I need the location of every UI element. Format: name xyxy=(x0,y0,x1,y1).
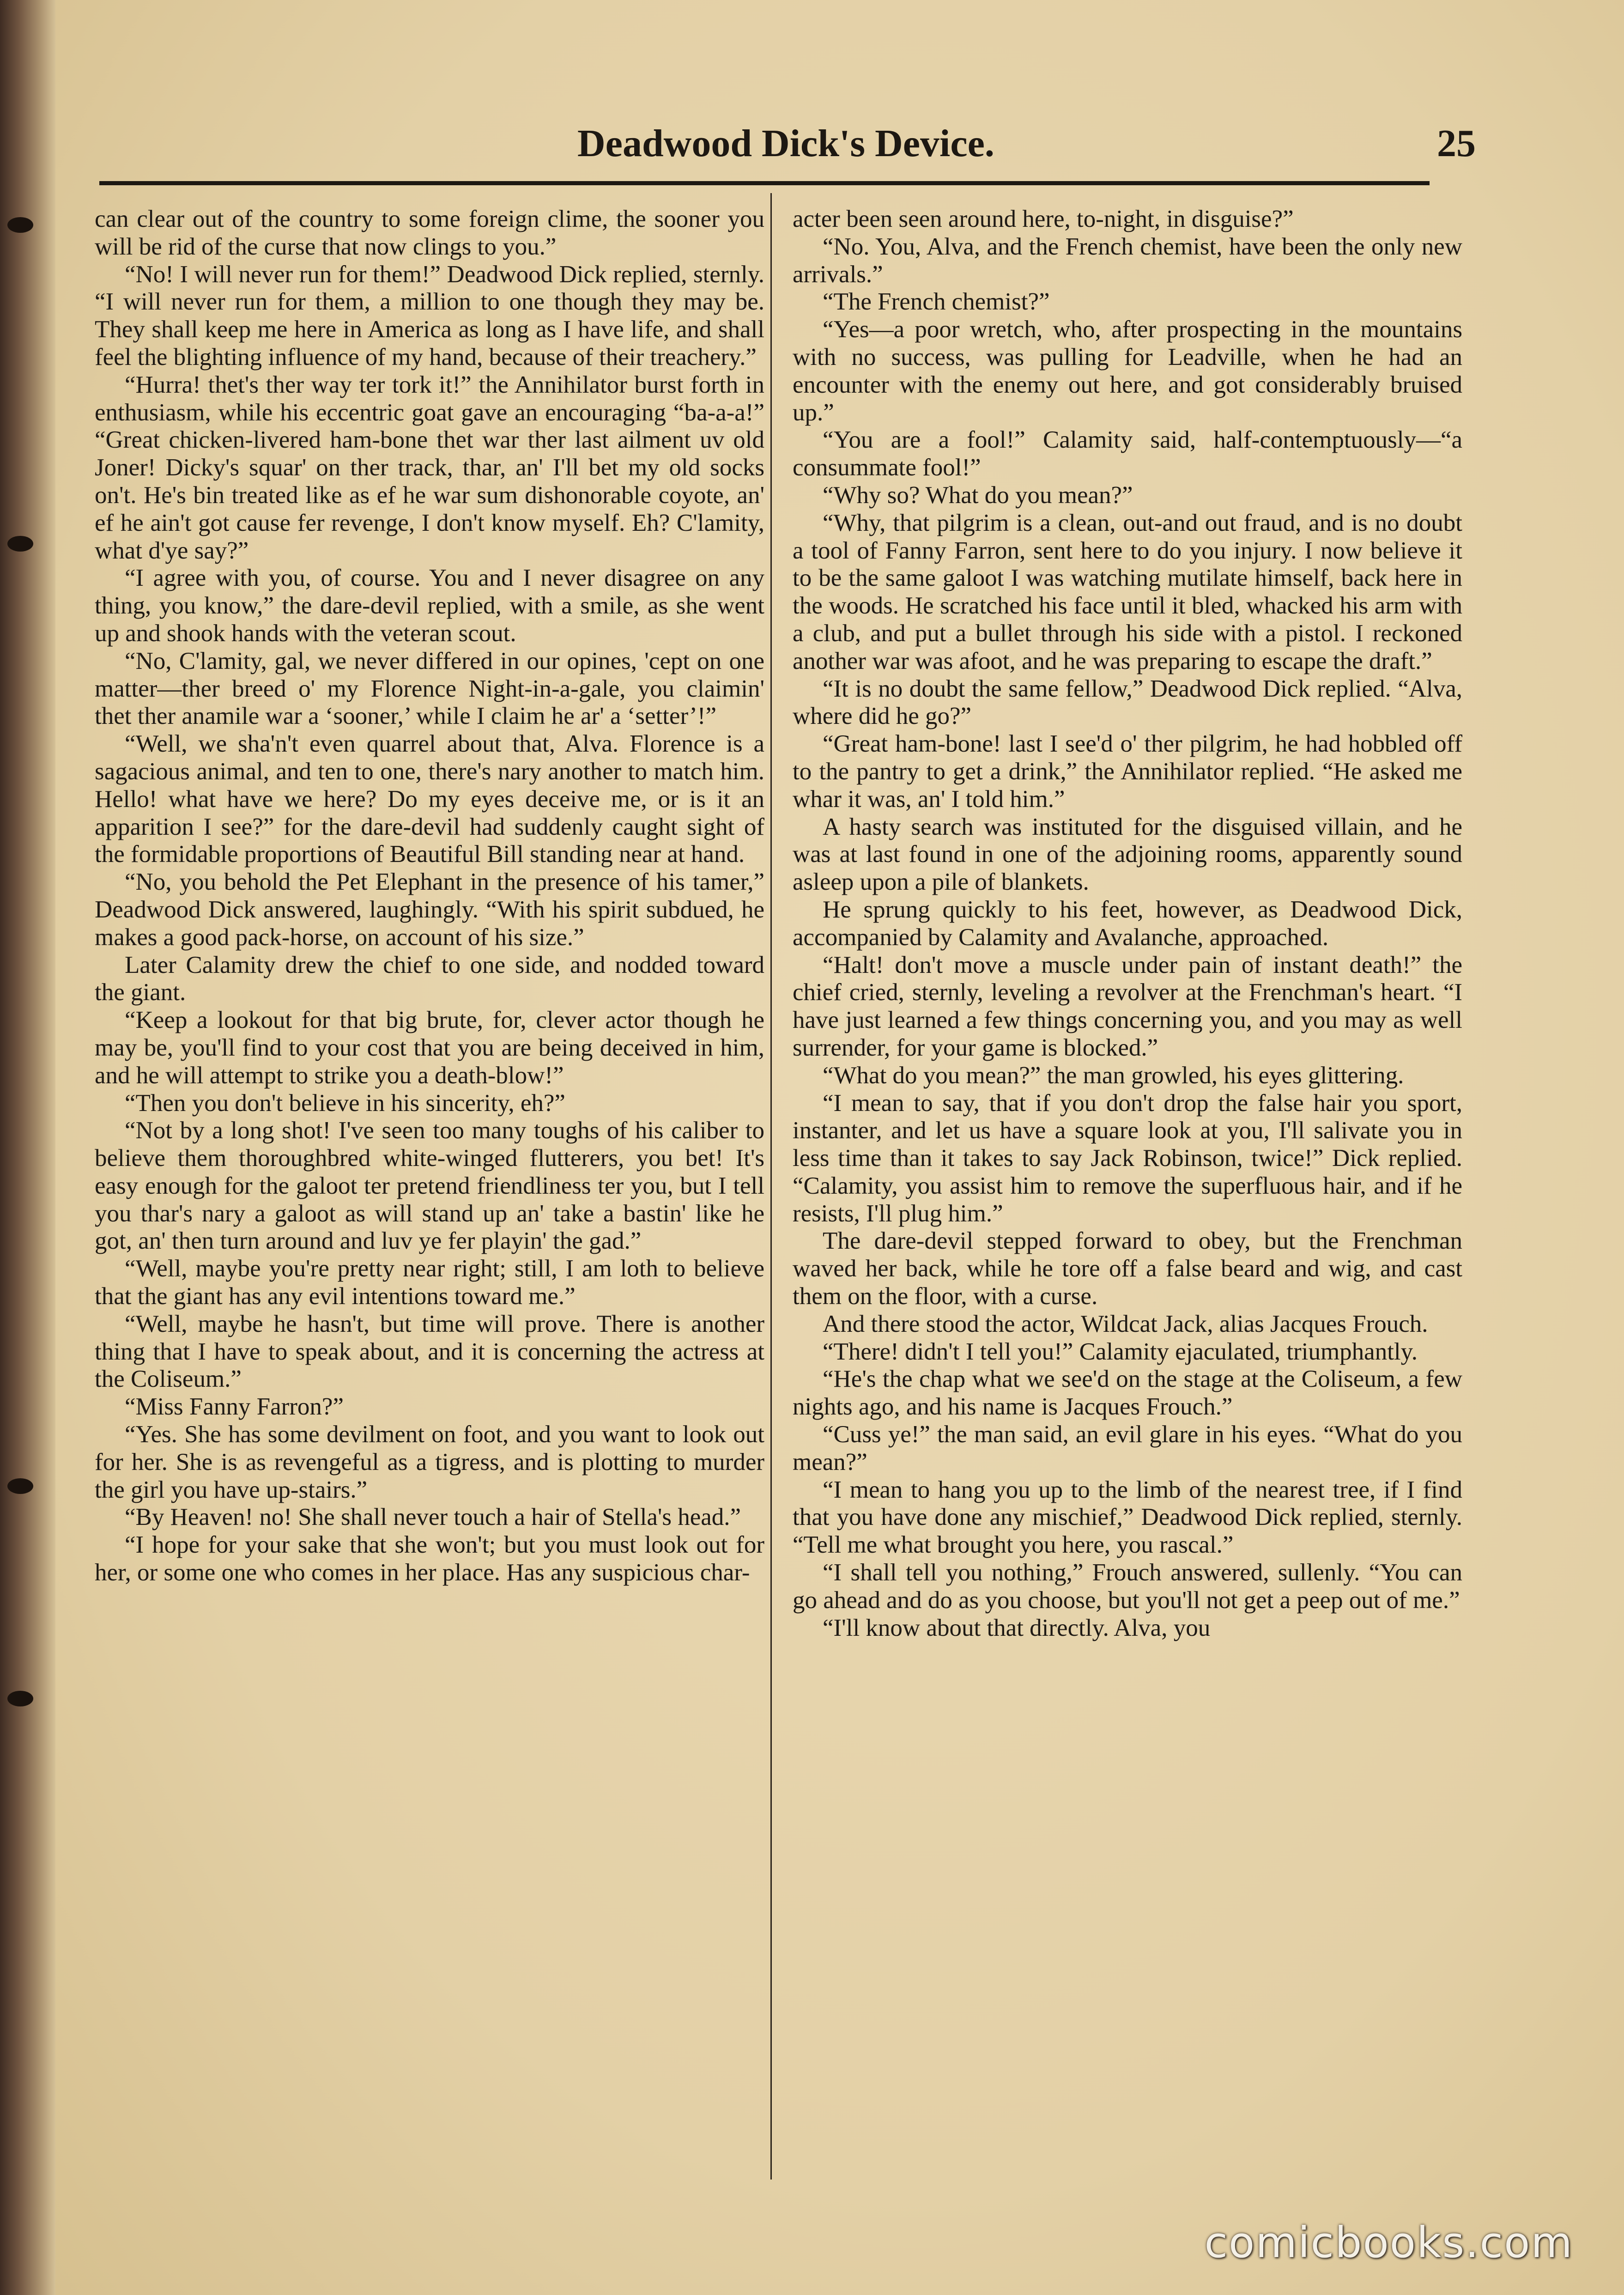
paragraph: “Keep a lookout for that big brute, for, clever actor though he may be, you'll find to your cost that you are being deceived in him, and he will attempt to strike you a death-blow!” xyxy=(95,1007,764,1089)
paragraph: “I mean to say, that if you don't drop the false hair you sport, instanter, and let us have a square look at you, I'll salivate you in less time than it takes to say Jack Robinson, twice!” Dick replied. “Calamity, you assist him to remove the superfluous hair, and if he resists, I'll plug him.” xyxy=(793,1089,1462,1227)
paragraph: “The French chemist?” xyxy=(823,288,1050,316)
paragraph: “It is no doubt the same fellow,” Deadwood Dick replied. “Alva, where did he go?” xyxy=(793,675,1462,730)
paragraph: “Well, we sha'n't even quarrel about that, Alva. Florence is a sagacious animal, and ten to one, there's nary another to match him. Hello! what have we here? Do my eyes deceive me, or is it an apparition I see?” for the dare-devil had suddenly caught sight of the formidable proportions of Beautiful Bill standing near at hand. xyxy=(95,730,764,868)
binding-stitch xyxy=(7,1478,33,1494)
binding-stitch xyxy=(7,217,33,233)
right-column xyxy=(793,206,1462,1642)
paragraph: “Yes. She has some devilment on foot, and you want to look out for her. She is as revengeful as a tigress, and is plotting to murder the girl you have up-stairs.” xyxy=(95,1421,764,1503)
book-spine xyxy=(0,0,55,2295)
paragraph: “No. You, Alva, and the French chemist, have been the only new arrivals.” xyxy=(793,233,1462,288)
paragraph: “What do you mean?” the man growled, his eyes glittering. xyxy=(823,1062,1404,1089)
paragraph: “Miss Fanny Farron?” xyxy=(125,1393,344,1421)
header-rule xyxy=(99,181,1430,185)
paragraph: “I agree with you, of course. You and I never disagree on any thing, you know,” the dare-devil replied, with a smile, as she went up and shook hands with the veteran scout. xyxy=(95,565,764,647)
paragraph: “Cuss ye!” the man said, an evil glare in his eyes. “What do you mean?” xyxy=(793,1421,1462,1475)
paragraph: “Then you don't believe in his sincerity, eh?” xyxy=(125,1089,565,1117)
paragraph: A hasty search was instituted for the disguised villain, and he was at last found in one of the adjoining rooms, apparently sound asleep upon a pile of blankets. xyxy=(793,813,1462,896)
running-title: Deadwood Dick's Device. xyxy=(577,122,994,165)
paragraph: “There! didn't I tell you!” Calamity ejaculated, triumphantly. xyxy=(823,1338,1418,1365)
paragraph: And there stood the actor, Wildcat Jack, alias Jacques Frouch. xyxy=(823,1310,1428,1337)
paragraph: “You are a fool!” Calamity said, half-contemptuously—“a consummate fool!” xyxy=(793,426,1462,481)
paragraph: He sprung quickly to his feet, however, as Deadwood Dick, accompanied by Calamity and Avalanche, approached. xyxy=(793,896,1462,951)
binding-stitch xyxy=(7,536,33,552)
paragraph: “I hope for your sake that she won't; but you must look out for her, or some one who comes in her place. Has any suspicious char- xyxy=(95,1531,764,1586)
paragraph: “I shall tell you nothing,” Frouch answered, sullenly. “You can go ahead and do as you choose, but you'll not get a peep out of me.” xyxy=(793,1559,1462,1614)
paragraph: “I mean to hang you up to the limb of the nearest tree, if I find that you have done any mischief,” Deadwood Dick replied, sternly. “Tell me what brought you here, you rascal.” xyxy=(793,1476,1462,1559)
paragraph: “Well, maybe he hasn't, but time will prove. There is another thing that I have to speak about, and it is concerning the actress at the Coliseum.” xyxy=(95,1310,764,1393)
running-header xyxy=(139,121,1476,181)
paragraph: “He's the chap what we see'd on the stage at the Coliseum, a few nights ago, and his name is Jacques Frouch.” xyxy=(793,1366,1462,1421)
paragraph: “Halt! don't move a muscle under pain of instant death!” the chief cried, sternly, leveling a revolver at the Frenchman's heart. “I have just learned a few things concerning you, and you may as well surrender, for your game is blocked.” xyxy=(793,951,1462,1061)
binding-stitch xyxy=(7,1691,33,1706)
column-divider xyxy=(770,193,772,2180)
paragraph: “Not by a long shot! I've seen too many toughs of his caliber to believe them thoroughbred white-winged flutterers, you bet! It's easy enough for the galoot ter pretend friendliness ter you, but I tell you thar's nary a galoot as will stand up an' take a bastin' like he got, an' then turn around and luv ye fer playin' the gad.” xyxy=(95,1117,764,1255)
paragraph: “Well, maybe you're pretty near right; still, I am loth to believe that the giant has any evil intentions toward me.” xyxy=(95,1255,764,1310)
paragraph: “I'll know about that directly. Alva, you xyxy=(823,1614,1211,1641)
paragraph: “Why so? What do you mean?” xyxy=(823,481,1133,509)
paragraph: “Why, that pilgrim is a clean, out-and out fraud, and is no doubt a tool of Fanny Farron, sent here to do you injury. I now believe it to be the same galoot I was watching mutilate himself, back here in the woods. He scratched his face until it bled, whacked his arm with a club, and put a bullet through his side with a pistol. I reckoned another war was afoot, and he was preparing to escape the draft.” xyxy=(793,509,1462,674)
paragraph: “No! I will never run for them!” Deadwood Dick replied, sternly. “I will never run for them, a million to one though they may be. They shall keep me here in America as long as I have life, and shall feel the blighting influence of my hand, because of their treachery.” xyxy=(95,261,764,370)
paragraph: “Yes—a poor wretch, who, after prospecting in the mountains with no success, was pulling for Leadville, when he had an encounter with the enemy out here, and got considerably bruised up.” xyxy=(793,316,1462,426)
paragraph: acter been seen around here, to-night, in disguise?” xyxy=(793,206,1294,232)
paragraph: “Great ham-bone! last I see'd o' ther pilgrim, he had hobbled off to the pantry to get a drink,” the Annihilator replied. “He asked me whar it was, an' I told him.” xyxy=(793,730,1462,813)
paragraph: Later Calamity drew the chief to one side, and nodded toward the giant. xyxy=(95,951,764,1006)
watermark: comicbooks.com xyxy=(1204,2218,1573,2267)
paragraph: “By Heaven! no! She shall never touch a hair of Stella's head.” xyxy=(125,1504,741,1531)
paragraph: “No, you behold the Pet Elephant in the presence of his tamer,” Deadwood Dick answered, laughingly. “With his spirit subdued, he makes a good pack-horse, on account of his size.” xyxy=(95,868,764,951)
paragraph: “No, C'lamity, gal, we never differed in our opines, 'cept on one matter—ther breed o' my Florence Night-in-a-gale, you claimin' thet ther anamile war a ‘sooner,’ while I claim he ar' a ‘setter’!” xyxy=(95,647,764,730)
left-column xyxy=(95,206,764,1587)
paragraph: The dare-devil stepped forward to obey, but the Frenchman waved her back, while he tore off a false beard and wig, and cast them on the floor, with a curse. xyxy=(793,1227,1462,1310)
page-number: 25 xyxy=(1437,122,1476,165)
paragraph: “Hurra! thet's ther way ter tork it!” the Annihilator burst forth in enthusiasm, while his eccentric goat gave an encouraging “ba-a-a!” “Great chicken-livered ham-bone thet war ther last ailment uv old Joner! Dicky's squar' on ther track, thar, an' I'll bet my old socks on't. He's bin treated like as ef he war sum dishonorable coyote, an' ef he ain't got cause fer revenge, I don't know myself. Eh? C'lamity, what d'ye say?” xyxy=(95,371,764,564)
paragraph: can clear out of the country to some foreign clime, the sooner you will be rid of the curse that now clings to you.” xyxy=(95,206,764,260)
